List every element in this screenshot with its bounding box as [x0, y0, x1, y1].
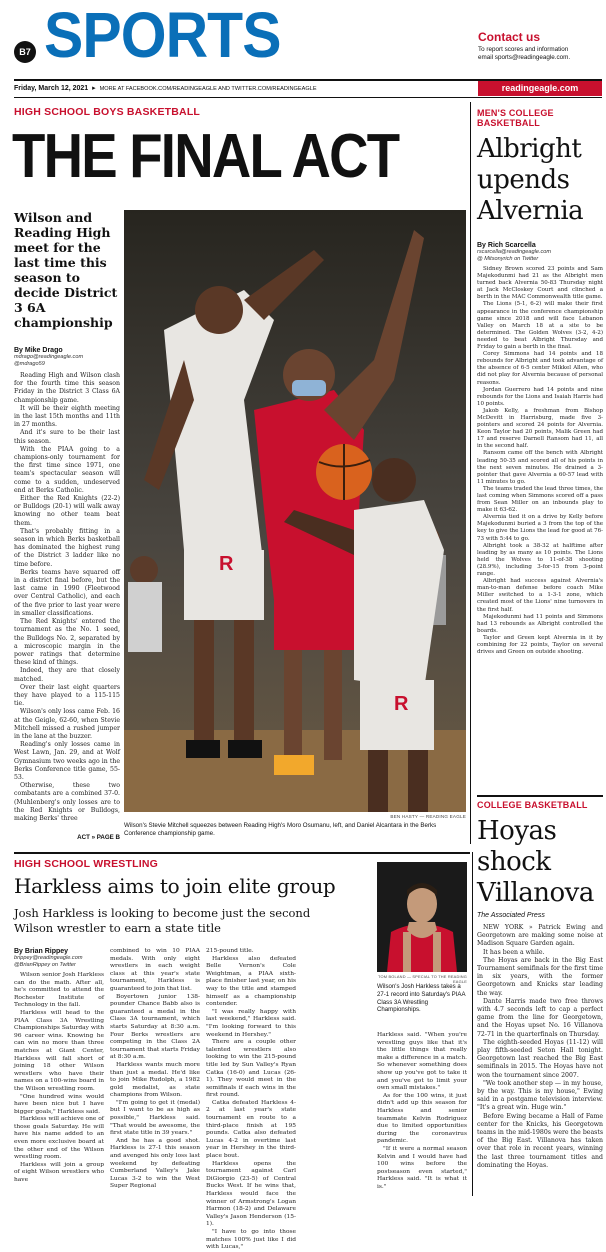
paragraph: Corey Simmons had 14 points and 18 rebounds for Albright and took advantage of the absence of 6-5 center Mikkel Allen, who did not play for Alvernia because of personal reasons.	[477, 351, 603, 386]
paragraph: Boyertown junior 138-pounder Chance Babb also is guaranteed a medal in the Class 3A tournament, which starts Saturday at 8:30 a.m. Four Berks wrestlers are competing in the Class 2A tournament that starts Friday at 8:30 a.m.	[110, 993, 200, 1061]
paragraph: Dante Harris made two free throws with 4.7 seconds left to cap a perfect game from the line for Georgetown, and the Hoyas upset No. 16 Villanova 72-71 in the quarterfinals on Thursday.	[477, 997, 603, 1038]
albright-kicker: MEN'S COLLEGE BASKETBALL	[477, 108, 554, 128]
contact-title: Contact us	[478, 30, 541, 44]
wrestling-col-2	[110, 948, 200, 1196]
wrestling-email: brippey@readingeagle.com	[14, 955, 83, 961]
albright-email: rscarcella@readingeagle.com	[477, 249, 552, 255]
lead-deck: Wilson and Reading High meet for the last time this season to decide District 3 6A championship	[14, 210, 118, 330]
wrestling-headline: Harkless aims to join elite group	[14, 874, 336, 898]
paragraph: As for the 100 wins, it just didn't add up this season for Harkless and senior teammate Kelvin Rodriguez due to limited opportunities during the coronavirus pandemic.	[377, 1092, 467, 1145]
paragraph: Over their last eight quarters they have played to a 115-115 tie.	[14, 683, 120, 708]
lead-body	[14, 372, 120, 834]
paragraph: Reading High and Wilson clash for the fourth time this season Friday in the District 3 Class 6A championship game.	[14, 372, 120, 404]
paragraph: NEW YORK » Patrick Ewing and Georgetown are making some noise at Madison Square Garden again.	[477, 924, 603, 948]
paragraph: The Hoyas are back in the Big East Tournament semifinals for the first time in six years, with the former Georgetown and Knicks star leading the way.	[477, 956, 603, 997]
paragraph: Indeed, they are that closely matched.	[14, 667, 120, 683]
column-divider	[470, 102, 471, 844]
paragraph: Sidney Brown scored 23 points and Sam Majekodunmi had 21 as the Albright men turned back Alvernia 50-83 Thursday night at Jack McCloskey Court and clinched a berth in the MAC Commonwealth title game.	[477, 266, 603, 301]
date: Friday, March 12, 2021	[14, 85, 89, 92]
paragraph: Jakob Kelly, a freshman from Bishop McDevitt in Harrisburg, made five 3-pointers and scored 24 points for Alvernia. Keon Taylor had 20 points, Malik Green had 17 and reserve Darnell Ransom had 11, all in the second half.	[477, 407, 603, 450]
wrestling-top-rule	[14, 852, 470, 854]
page-code: B7	[19, 47, 31, 57]
separator-icon: ▸	[92, 85, 96, 92]
paragraph: Harkless wants much more than just a medal. He'd like to join Mike Rudolph, a 1982 gold medalist, as state champions from Wilson.	[110, 1061, 200, 1099]
contact-box	[478, 30, 602, 62]
albright-byline: By Rich Scarcella	[477, 242, 536, 249]
dateline-rule	[14, 97, 602, 98]
paragraph: And he has a good shot. Harkless is 27-1 this season and avenged his only loss last weekend by defeating Cumberland Valley's Jake Lucas 3-2 to win the West Super Regional	[110, 1137, 200, 1190]
paragraph: Either the Red Knights (22-2) or Bulldogs (20-1) will walk away knowing no other team beat them.	[14, 495, 120, 527]
wrestling-kicker: HIGH SCHOOL WRESTLING	[14, 858, 159, 870]
svg-text:R: R	[394, 693, 409, 715]
paragraph: 215-pound title.	[206, 948, 254, 954]
paragraph: Otherwise, these two combatants are a combined 37-0. (Muhlenberg's only losses are to the Red Knights or Bulldogs, making Berks' three	[14, 782, 120, 822]
lead-byline: By Mike Drago	[14, 347, 63, 354]
paragraph: With the PIAA going to a champions-only tournament for the first time since 1971, one team's spectacular season will come to a sudden, undeserved end at Berks Catholic.	[14, 445, 120, 494]
paragraph: combined to win 10 PIAA medals. With only eight wrestlers in each weight class at this year's state tournament, Harkless is guaranteed to join that list.	[110, 948, 200, 992]
lead-photo	[124, 210, 466, 812]
paragraph: The eighth-seeded Hoyas (11-12) will play fifth-seeded Seton Hall tonight. Georgetown last reached the Big East semifinals in 2015. The Hoyas have not won the tournament since 2007.	[477, 1038, 603, 1079]
paragraph: "I was really happy with last weekend," Harkless said. "I'm looking forward to this weekend in Hershey."	[206, 1008, 296, 1038]
dateline	[14, 84, 317, 92]
more-line: MORE AT FACEBOOK.COM/READINGEAGLE AND TWITTER.COM/READINGEAGLE	[99, 86, 317, 92]
paragraph: Before Ewing became a Hall of Fame center for the Knicks, his Georgetown teams in the mid-1980s were the beasts of the Big East. Villanova has taken over that role in recent years, winning the last three tournament titles and dominating the Hoyas.	[477, 1112, 603, 1169]
paragraph: Majekodunmi had 11 points and Simmons had 13 rebounds as Albright controlled the boards.	[477, 613, 603, 634]
lead-caption: Wilson's Stevie Mitchell squeezes between Reading High's Moro Osumanu, left, and Daniel Alcantara in the Berks Conference championship game.	[124, 822, 437, 837]
hoyas-headline: Hoyas shock Villanova	[477, 816, 594, 908]
wrestler-portrait-illustration	[377, 862, 467, 972]
paragraph: Jordan Guerrero had 14 points and nine rebounds for the Lions and Isaiah Harris had 10 points.	[477, 386, 603, 407]
wrestler-photo-credit: TOM BOLAND — SPECIAL TO THE READING EAGLE	[378, 974, 467, 984]
paragraph: The Lions (5-1, 6-2) will make their first appearance in the conference championship game since 2018 and will face Lebanon Valley on March 18 at a site to be determined. The Golden Wolves (3-2, 4-2) needed to beat Albright Thursday and Friday to gain a berth in the final.	[477, 301, 603, 351]
paragraph: "If it were a normal season Kelvin and I would have had 100 wins before the postseason even started," Harkless said. "It is what it is."	[377, 1145, 467, 1190]
lead-byline-block	[14, 347, 120, 368]
paragraph: Harkless will achieve one of those goals Saturday. He will have his name added to an even more exclusive board at the other end of the Wilson wrestling room.	[14, 1116, 104, 1161]
hoyas-body	[477, 924, 603, 1196]
page-badge	[14, 41, 36, 63]
wrestling-byline: By Brian Rippey	[14, 948, 69, 955]
wrestler-caption: Wilson's Josh Harkless takes a 27-1 record into Saturday's PIAA Class 3A Wrestling Championships.	[377, 983, 466, 1014]
svg-text:R: R	[219, 553, 234, 575]
lead-jump-link[interactable]: ACT » PAGE B	[77, 834, 120, 841]
section-title: SPORTS	[44, 0, 281, 71]
hoyas-byline: The Associated Press	[477, 912, 545, 919]
albright-body	[477, 266, 603, 778]
paragraph: The Red Knights' entered the tournament as the No. 1 seed, the Bulldogs No. 2, separated by a microscopic margin in the power ratings that determine these kind of things.	[14, 618, 120, 667]
paragraph: Harkless said. "When you're wrestling guys like that it's the little things that really make a difference in a match. So whenever something does show up you've got to take it and you've got to limit your own small mistakes."	[377, 1032, 467, 1092]
lead-headline: THE FINAL ACT	[12, 122, 399, 191]
paragraph: The teams traded the lead three times, the last coming when Simmons scored off a pass from Sean Miller on an inbounds play to make it 63-62.	[477, 485, 603, 514]
paragraph: Albright took a 38-32 at halftime after leading by as many as 10 points. The Lions held the Wolves to 11-of-38 shooting (28.9%), including 3-for-15 from 3-point range.	[477, 542, 603, 578]
paragraph: Taylor and Green kept Alvernia in it by combining for 22 points, Taylor on several drives and Green on outside shooting.	[477, 634, 603, 656]
lead-kicker: HIGH SCHOOL BOYS BASKETBALL	[14, 106, 201, 118]
paragraph: Harkless will join a group of eight Wilson wrestlers who have	[14, 1161, 104, 1184]
right-column-divider-lower	[472, 852, 473, 1196]
paragraph: It has been a while.	[483, 948, 545, 956]
wrestler-photo	[377, 862, 467, 972]
paragraph: Albright had success against Alvernia's man-to-man defense before coach Mike Miller switched to a 1-3-1 zone, which created most of the Lions' nine turnovers in the first half.	[477, 578, 603, 613]
paragraph: Harkless will head to the PIAA Class 3A Wrestling Championships Saturday with 96 career wins. Knowing he can win no more than three matches at Giant Center, Harkless will fall short of joining 18 other Wilson wrestlers who have their names on a 100-wins board in the Wilson wrestling room.	[14, 1009, 104, 1092]
paragraph: There are a couple other talented wrestlers also looking to win the 215-pound title led by Sun Valley's Ryan Catka (16-0) and Lucas (26-1). They would meet in the semifinals if each wins in the first round.	[206, 1039, 296, 1099]
paragraph: That's probably fitting in a season in which Berks basketball has dominated the highest rung of the District 3 ladder like no time before.	[14, 527, 120, 568]
paragraph: "I have to go into those matches 100% just like I did with Lucas,"	[206, 1228, 296, 1251]
paragraph: Berks teams have squared off in a district final before, but the last came in 1990 (Fleetwood over Central Catholic), and each of the five prior to last year were in smaller classifications.	[14, 568, 120, 617]
paragraph: Reading's only losses came in West Lawn, Jan. 29, and at Wolf Gymnasium two weeks ago in the Berks Conference title game, 55-53.	[14, 741, 120, 781]
albright-headline: Albright upends Alvernia	[477, 134, 584, 226]
paragraph: Ransom came off the bench with Albright leading 50-35 and scored all of his points in the next seven minutes. He drained a 3-pointer that gave Alvernia a 60-57 lead with 11 minutes to go.	[477, 450, 603, 485]
paragraph: Catka defeated Harkless 4-2 at last year's state tournament en route to a third-place finish at 195 pounds. Catka also defeated Lucas 4-2 in overtime last year in Hershey in the third-place bout.	[206, 1099, 296, 1160]
albright-bottom-rule	[477, 795, 603, 797]
paragraph: Harkless opens the tournament against Carl DiGiorgio (23-5) of Central Bucks West. If he wins that, Harkless would face the winner of Armstrong's Logan Harmon (18-2) and Delaware Valley's Jason Henderson (15-1).	[206, 1160, 296, 1228]
paragraph: It will be their eighth meeting in the last 15th months and 11th in 27 months.	[14, 404, 120, 429]
paragraph: Wilson's only loss came Feb. 16 at the Geigle, 62-60, when Stevie Mitchell missed a rushed jumper in the lane at the buzzer.	[14, 708, 120, 740]
contact-email-link[interactable]: email sports@readingeagle.com.	[478, 54, 571, 61]
paragraph: "One hundred wins would have been nice but I have bigger goals," Harkless said.	[14, 1093, 104, 1115]
basketball-action-illustration	[124, 210, 466, 812]
paragraph: Wilson senior Josh Harkless can do the math. After all, he's committed to attend the Rochester Institute of Technology in the fall.	[14, 972, 104, 1009]
wrestling-deck: Josh Harkless is looking to become just the second Wilson wrestler to earn a state title	[14, 906, 311, 935]
site-link[interactable]: readingeagle.com	[478, 81, 602, 96]
wrestling-handle: @BrianRippey on Twitter	[14, 962, 76, 968]
lead-handle: @mdrago59	[14, 361, 45, 367]
hoyas-kicker: COLLEGE BASKETBALL	[477, 800, 588, 810]
contact-line-1: To report scores and information	[478, 46, 569, 53]
paragraph: "We took another step — in my house, by the way. This is my house," Ewing said in a postgame television interview. "It's a great win. Huge win."	[477, 1079, 603, 1112]
wrestling-col-4	[377, 1032, 467, 1196]
albright-byline-block	[477, 242, 603, 263]
albright-handle: @ Mitsonyrich on Twitter	[477, 256, 539, 262]
wrestling-col-1	[14, 972, 104, 1196]
wrestling-byline-block	[14, 948, 104, 969]
lead-email: mdrago@readingeagle.com	[14, 354, 84, 360]
lead-photo-credit: BEN HASTY — READING EAGLE	[390, 814, 466, 819]
wrestling-col-3	[206, 948, 296, 1251]
paragraph: And it's sure to be their last this season.	[14, 429, 120, 445]
paragraph: "I'm going to get it (medal) but I want to be as high as possible," Harkless said. "That would be awesome, the first state title in 39 years."	[110, 1099, 200, 1137]
paragraph: Harkless also defeated Belle Vernon's Cole Weightman, a PIAA sixth-place finisher last year, on his way to the title and stamped himself as a championship contender.	[206, 955, 296, 1008]
paragraph: Alvernia tied it on a drive by Kelly before Majekodunmi buried a 3 from the top of the key to give the Lions the lead for good at 76-73 with 5:44 to go.	[477, 514, 603, 542]
